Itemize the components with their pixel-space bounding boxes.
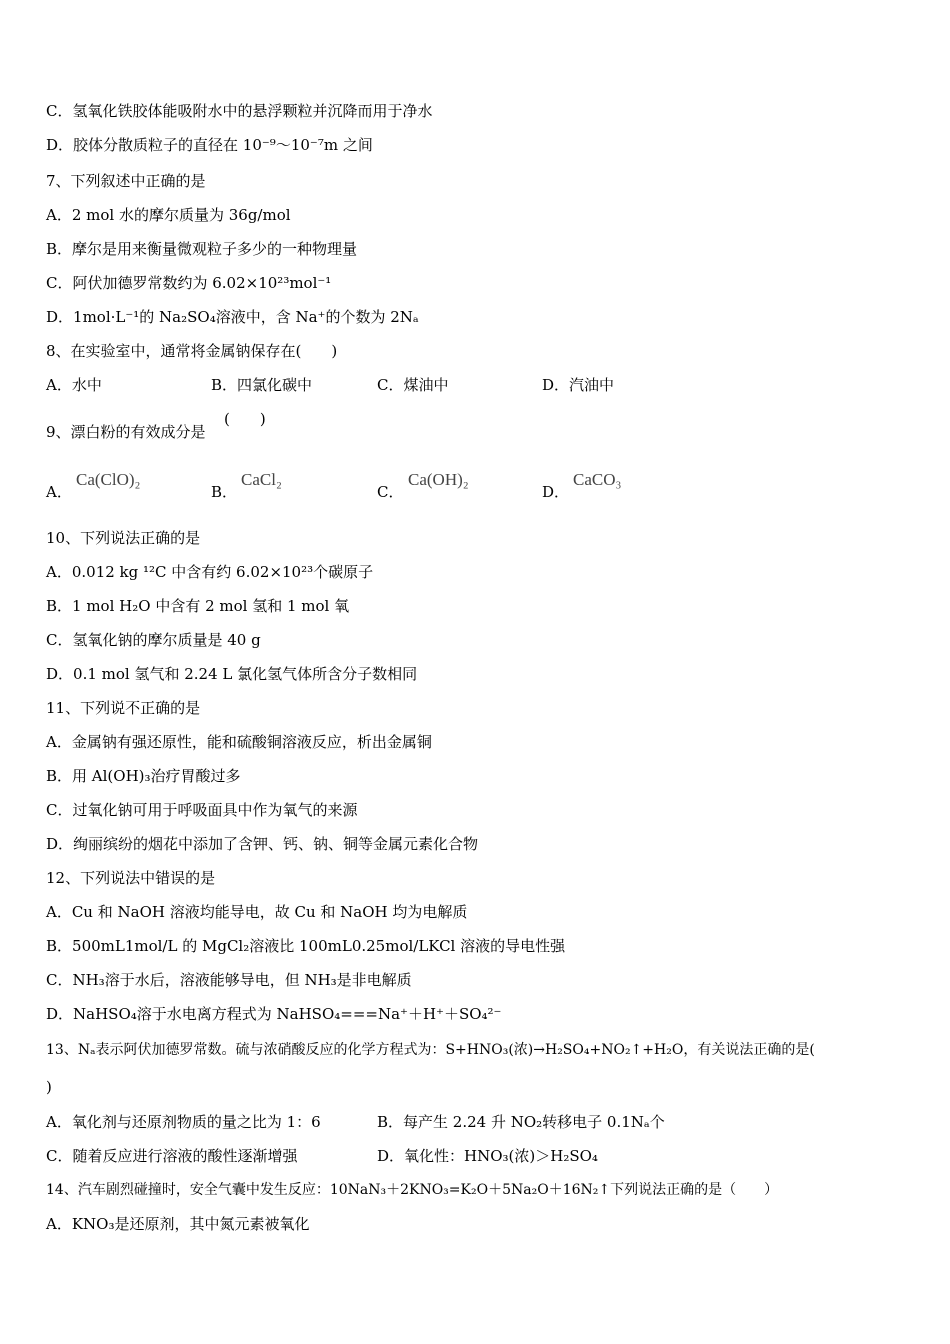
q9-option-c-formula: Ca(OH)₂ [408, 470, 469, 489]
q8-option-d: D．汽油中 [542, 376, 615, 394]
q9-paren: ( ) [224, 410, 266, 428]
q9-option-c-label: C． [377, 483, 404, 501]
q8-option-a: A．水中 [46, 376, 102, 394]
q13-option-a: A．氧化剂与还原剂物质的量之比为 1：6 [46, 1113, 321, 1131]
q9-option-b-label: B． [211, 483, 238, 501]
q13-stem-end: ) [46, 1078, 52, 1096]
q8-option-b: B．四氯化碳中 [211, 376, 313, 394]
q14-option-a: A．KNO₃是还原剂，其中氮元素被氧化 [46, 1215, 310, 1233]
q7-option-d: D．1mol·L⁻¹的 Na₂SO₄溶液中，含 Na⁺的个数为 2Nₐ [46, 308, 419, 326]
q13-stem: 13、Nₐ表示阿伏加德罗常数。硫与浓硝酸反应的化学方程式为：S+HNO₃(浓)→H₂SO₄+NO₂↑+H₂O，有关说法正确的是( [46, 1042, 815, 1058]
q11-option-b: B．用 Al(OH)₃治疗胃酸过多 [46, 767, 241, 785]
q9-options [46, 470, 906, 502]
q7-option-c: C．阿伏加德罗常数约为 6.02×10²³mol⁻¹ [46, 274, 332, 292]
q13-option-b: B．每产生 2.24 升 NO₂转移电子 0.1Nₐ个 [377, 1113, 665, 1131]
q9-option-a-label: A． [46, 483, 72, 501]
q12-option-d: D．NaHSO₄溶于水电离方程式为 NaHSO₄===Na⁺＋H⁺＋SO₄²⁻ [46, 1005, 502, 1023]
q6-option-c: C．氢氧化铁胶体能吸附水中的悬浮颗粒并沉降而用于净水 [46, 102, 433, 120]
q7-option-b: B．摩尔是用来衡量微观粒子多少的一种物理量 [46, 240, 358, 258]
q9-option-d-formula: CaCO₃ [573, 470, 622, 489]
q12-stem: 12、下列说法中错误的是 [46, 869, 216, 887]
q10-option-d: D．0.1 mol 氢气和 2.24 L 氯化氢气体所含分子数相同 [46, 665, 418, 683]
q10-option-b: B．1 mol H₂O 中含有 2 mol 氢和 1 mol 氧 [46, 597, 350, 615]
q11-option-c: C．过氧化钠可用于呼吸面具中作为氧气的来源 [46, 801, 358, 819]
q11-stem: 11、下列说不正确的是 [46, 699, 201, 717]
q9-stem: 9、漂白粉的有效成分是 [46, 423, 206, 441]
q13-option-c: C．随着反应进行溶液的酸性逐渐增强 [46, 1147, 298, 1165]
q12-option-c: C．NH₃溶于水后，溶液能够导电，但 NH₃是非电解质 [46, 971, 412, 989]
q12-option-b: B．500mL1mol/L 的 MgCl₂溶液比 100mL0.25mol/LKCl 溶液的导电性强 [46, 937, 566, 955]
q6-option-d: D．胶体分散质粒子的直径在 10⁻⁹～10⁻⁷m 之间 [46, 136, 373, 154]
q8-option-c: C．煤油中 [377, 376, 449, 394]
q14-stem: 14、汽车剧烈碰撞时，安全气囊中发生反应：10NaN₃＋2KNO₃=K₂O＋5Na₂O＋16N₂↑下列说法正确的是（ ） [46, 1182, 779, 1198]
q9-option-b-formula: CaCl₂ [241, 470, 282, 489]
q11-option-d: D．绚丽缤纷的烟花中添加了含钾、钙、钠、铜等金属元素化合物 [46, 835, 479, 853]
q7-stem: 7、下列叙述中正确的是 [46, 172, 206, 190]
q8-stem: 8、在实验室中，通常将金属钠保存在( ) [46, 342, 338, 360]
q10-option-a: A．0.012 kg ¹²C 中含有约 6.02×10²³个碳原子 [46, 563, 374, 581]
q13-option-d: D．氧化性：HNO₃(浓)＞H₂SO₄ [377, 1147, 598, 1165]
q9-option-a-formula: Ca(ClO)₂ [76, 470, 141, 489]
q9-option-d-label: D． [542, 483, 570, 501]
q11-option-a: A．金属钠有强还原性，能和硫酸铜溶液反应，析出金属铜 [46, 733, 432, 751]
q10-option-c: C．氢氧化钠的摩尔质量是 40 g [46, 631, 261, 649]
q12-option-a: A．Cu 和 NaOH 溶液均能导电，故 Cu 和 NaOH 均为电解质 [46, 903, 468, 921]
q10-stem: 10、下列说法正确的是 [46, 529, 201, 547]
q7-option-a: A．2 mol 水的摩尔质量为 36g/mol [46, 206, 291, 224]
